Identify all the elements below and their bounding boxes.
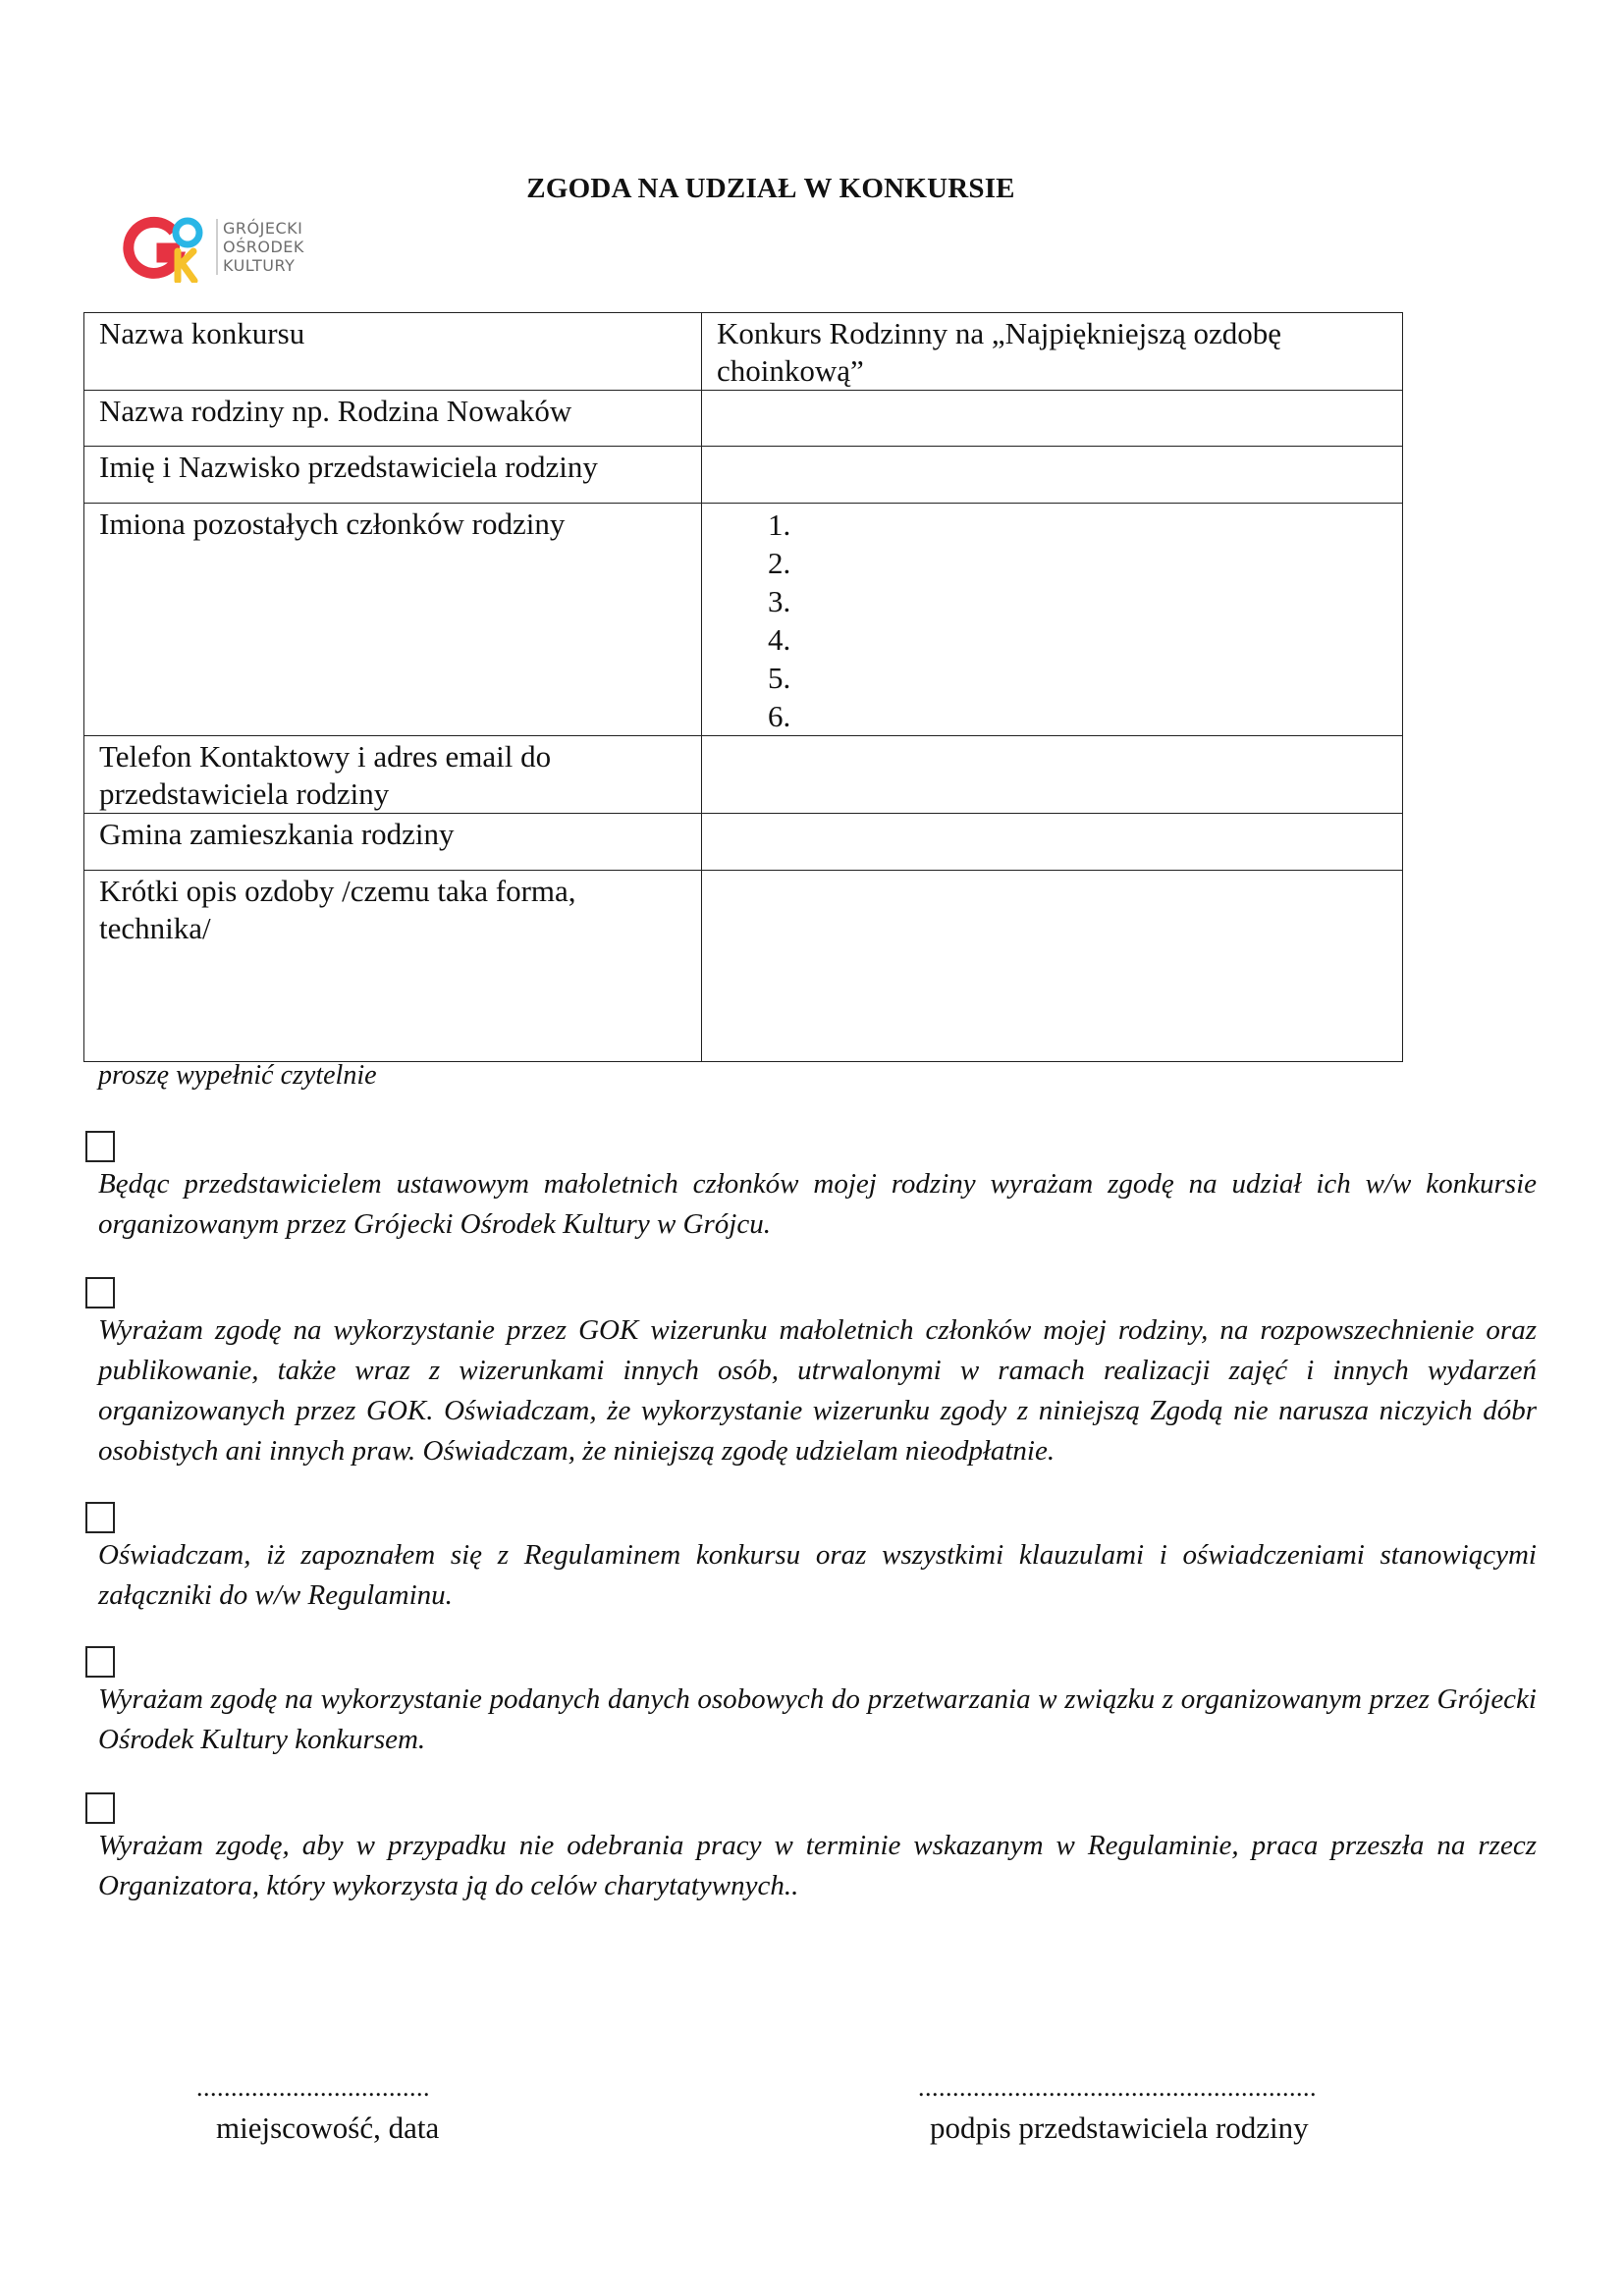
fill-legibly-note: proszę wypełnić czytelnie <box>98 1060 377 1091</box>
consent-text-4: Wyrażam zgodę na wykorzystanie podanych danych osobowych do przetwarzania w związku z organizowanym przez Grójecki Ośrodek Kultury konkursem. <box>98 1683 1537 1755</box>
description-field[interactable] <box>702 871 1403 1062</box>
place-date-label: miejscowość, data <box>216 2110 440 2145</box>
table-row-family-name <box>84 391 1403 447</box>
table-row-contact <box>84 736 1403 814</box>
contact-field[interactable] <box>702 736 1403 814</box>
table-row-municipality <box>84 814 1403 871</box>
row-label: Nazwa rodziny np. Rodzina Nowaków <box>84 391 702 447</box>
gok-logo-mark <box>123 214 216 283</box>
row-label: Krótki opis ozdoby /czemu taka forma, technika/ <box>84 871 702 1062</box>
table-row-description <box>84 871 1403 1062</box>
signature-line[interactable]: .......................................................... <box>918 2073 1317 2102</box>
consent-text-5: Wyrażam zgodę, aby w przypadku nie odebrania pracy w terminie wskazanym w Regulaminie, praca przeszła na rzecz Organizatora, który wykorzysta ją do celów charytatywnych.. <box>98 1830 1537 1901</box>
row-label: Gmina zamieszkania rodziny <box>84 814 702 871</box>
member-number: 1. <box>768 507 791 542</box>
family-name-field[interactable] <box>702 391 1403 447</box>
table-row-representative <box>84 447 1403 504</box>
place-date-line[interactable]: .................................. <box>196 2073 430 2102</box>
consent-checkbox-5[interactable] <box>85 1792 115 1824</box>
consent-checkbox-3[interactable] <box>85 1502 115 1533</box>
row-label: Nazwa konkursu <box>84 313 702 391</box>
table-row-contest-name <box>84 313 1403 391</box>
row-label: Imię i Nazwisko przedstawiciela rodziny <box>84 447 702 504</box>
municipality-field[interactable] <box>702 814 1403 871</box>
row-label: Telefon Kontaktowy i adres email do przedstawiciela rodziny <box>84 736 702 814</box>
members-list <box>717 506 1387 735</box>
consent-text-3: Oświadczam, iż zapoznałem się z Regulaminem konkursu oraz wszystkimi klauzulami i oświadczeniami stanowiącymi załączniki do w/w Regulaminu. <box>98 1539 1537 1611</box>
consent-text-1: Będąc przedstawicielem ustawowym małoletnich członków mojej rodziny wyrażam zgodę na udział ich w/w konkursie organizowanym przez Grójecki Ośrodek Kultury w Grójcu. <box>98 1168 1537 1240</box>
logo-line-3: KULTURY <box>223 256 296 275</box>
entry-form-table <box>83 312 1403 1062</box>
signature-label: podpis przedstawiciela rodziny <box>930 2110 1309 2145</box>
representative-name-field[interactable] <box>702 447 1403 504</box>
consent-checkbox-1[interactable] <box>85 1131 115 1162</box>
row-label: Imiona pozostałych członków rodziny <box>84 504 702 736</box>
logo-wordmark <box>216 219 304 275</box>
member-number: 6. <box>768 699 791 733</box>
member-number: 4. <box>768 622 791 657</box>
consent-checkbox-4[interactable] <box>85 1646 115 1678</box>
contest-name-value: Konkurs Rodzinny na „Najpiękniejszą ozdobę choinkową” <box>702 313 1403 391</box>
member-number: 5. <box>768 661 791 695</box>
gok-logo <box>123 214 309 283</box>
consent-text-2: Wyrażam zgodę na wykorzystanie przez GOK wizerunku małoletnich członków mojej rodziny, na rozpowszechnienie oraz publikowanie, także wraz z wizerunkami innych osób, utrwalonymi w ramach realizacji zajęć i innych wydarzeń organizowanych przez GOK. Oświadczam, że wykorzystanie wizerunku zgody z niniejszą Zgodą nie narusza niczyich dóbr osobistych ani innych praw. Oświadczam, że niniejszą zgodę udzielam nieodpłatnie. <box>98 1314 1537 1467</box>
members-field[interactable] <box>702 504 1403 736</box>
table-row-members <box>84 504 1403 736</box>
document-title: ZGODA NA UDZIAŁ W KONKURSIE <box>526 173 1015 204</box>
member-number: 2. <box>768 546 791 580</box>
logo-line-1: GRÓJECKI <box>223 219 303 238</box>
consent-checkbox-2[interactable] <box>85 1277 115 1308</box>
member-number: 3. <box>768 584 791 618</box>
logo-line-2: OŚRODEK <box>223 238 304 256</box>
